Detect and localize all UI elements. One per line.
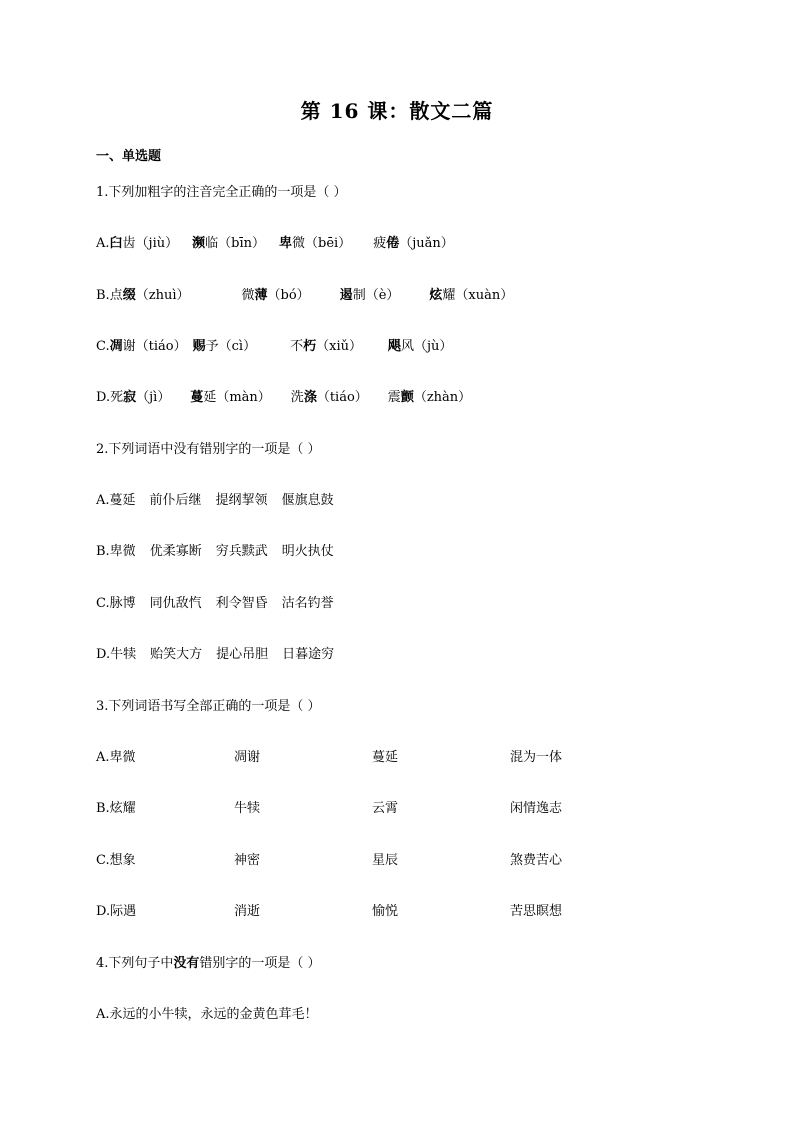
document-page: 第 16 课：散文二篇 一、单选题 1.下列加粗字的注音完全正确的一项是（ ） A.臼齿（jiù） 濒临（bīn） 卑微（bēi） 疲倦（juǎn） B.点缀（zhuì） 微薄（bó） 遏制（è） 炫耀（xuàn） C.凋谢（tiáo） 赐予（cì） 不朽（xiǔ） 飓风（jù） D.死寂（jì） 蔓延（màn） 洗涤（tiáo） 震颤（zhàn） 2.下列词语中没有错别字的一项是（ ） A.蔓延 前仆后继 提纲挈领 偃旗息鼓 B.卑微 优柔寡断 穷兵黩武 明火执仗 C.脉博 同仇敌忾 利令智昏 沽名钓誉 D.牛犊 贻笑大方 提心吊胆 日暮途穷 3.下列词语书写全部正确的一项是（ ） A.卑微 凋谢 蔓延 混为一体 B.炫耀 牛犊 云霄 闲情逸志 C.想象 神密 星辰 煞费苦心 D.际遇 消逝 愉悦 苦思瞑想 4.下列句子中没有错别字的一项是（ ） A.永远的小牛犊，永远的金黄色茸毛！ <box>0 0 794 1123</box>
question-1-option-b: B.点缀（zhuì） 微薄（bó） 遏制（è） 炫耀（xuàn） <box>96 288 514 303</box>
question-1-option-d: D.死寂（jì） 蔓延（màn） 洗涤（tiáo） 震颤（zhàn） <box>96 390 472 405</box>
question-1-option-a: A.臼齿（jiù） 濒临（bīn） 卑微（bēi） 疲倦（juǎn） <box>96 236 454 251</box>
question-4-option-a: A.永远的小牛犊，永远的金黄色茸毛！ <box>96 1007 318 1022</box>
question-1-option-c: C.凋谢（tiáo） 赐予（cì） 不朽（xiǔ） 飓风（jù） <box>96 339 453 354</box>
question-3-stem: 3.下列词语书写全部正确的一项是（ ） <box>96 699 321 714</box>
question-2-option-d: D.牛犊 贻笑大方 提心吊胆 日暮途穷 <box>96 647 335 662</box>
question-2-option-a: A.蔓延 前仆后继 提纲挈领 偃旗息鼓 <box>96 493 334 508</box>
section-heading: 一、单选题 <box>96 149 162 164</box>
question-2-option-b: B.卑微 优柔寡断 穷兵黩武 明火执仗 <box>96 544 334 559</box>
page-title: 第 16 课：散文二篇 <box>300 99 494 123</box>
question-2-stem: 2.下列词语中没有错别字的一项是（ ） <box>96 442 321 457</box>
question-4-stem: 4.下列句子中没有错别字的一项是（ ） <box>96 956 321 971</box>
question-2-option-c: C.脉博 同仇敌忾 利令智昏 沽名钓誉 <box>96 596 334 611</box>
question-1-stem: 1.下列加粗字的注音完全正确的一项是（ ） <box>96 185 347 200</box>
